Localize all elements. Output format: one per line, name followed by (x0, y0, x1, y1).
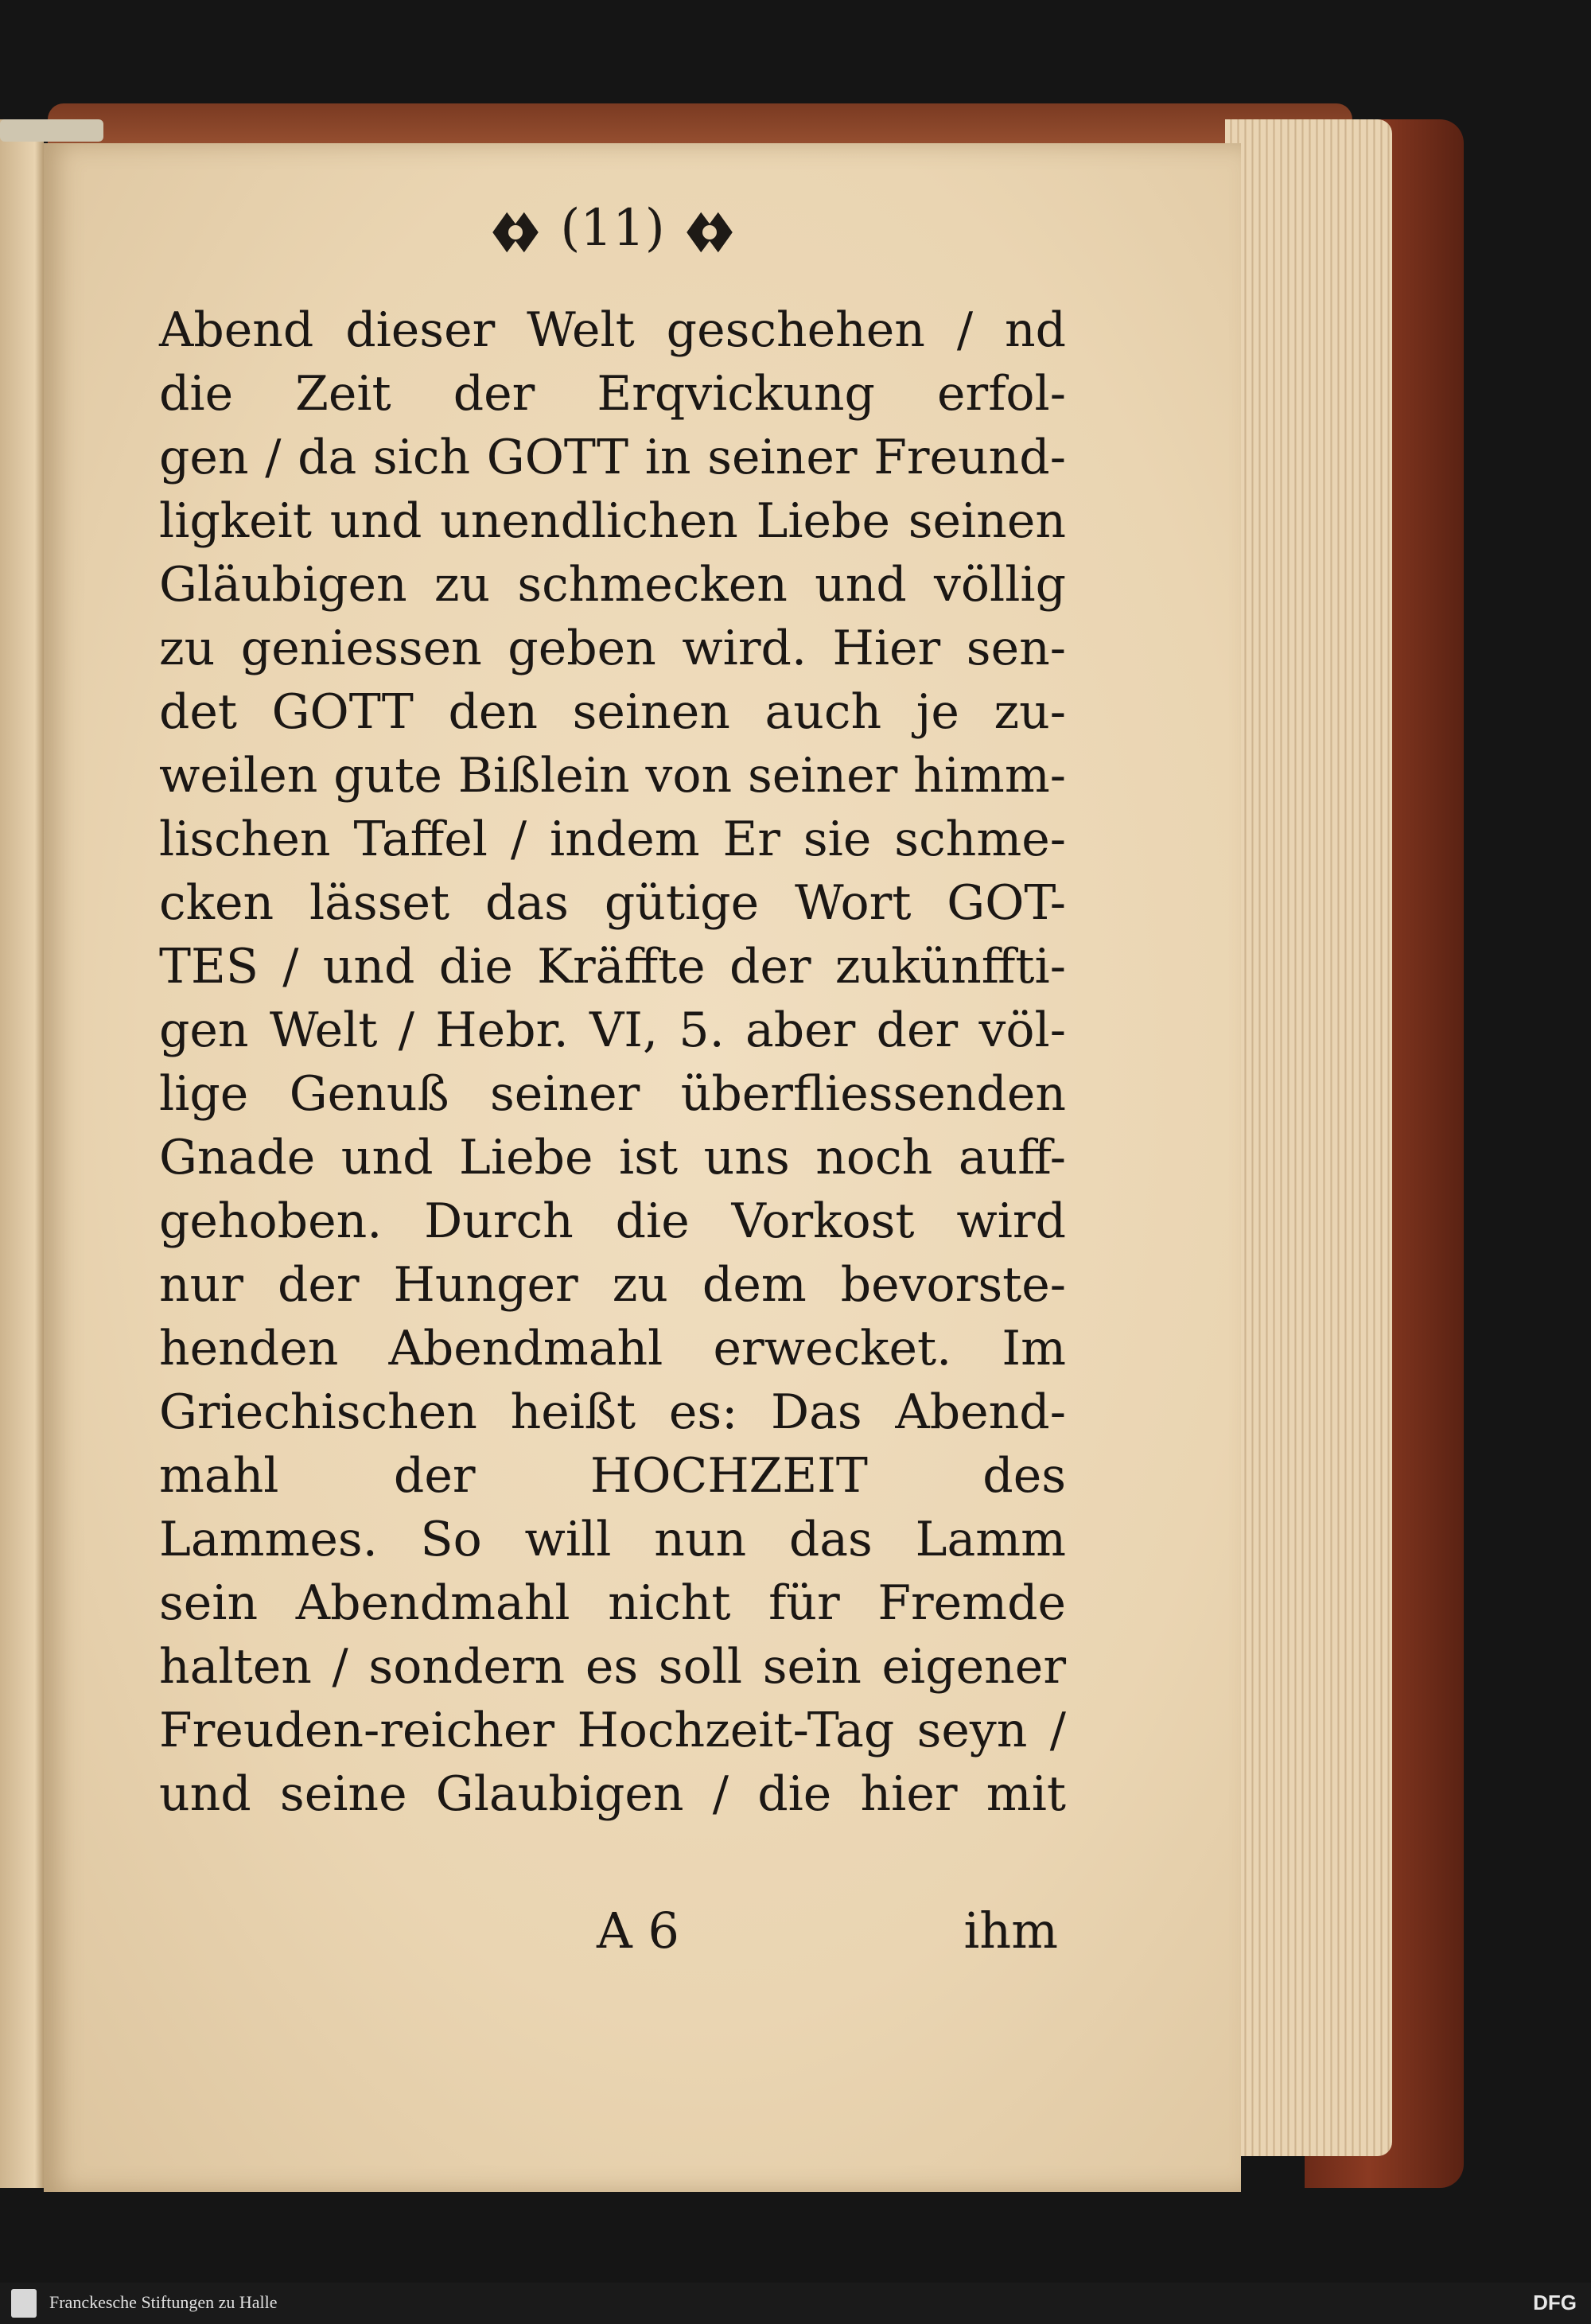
text-line: henden Abendmahl erwecket. Im (159, 1321, 1066, 1376)
text-line: lige Genuß seiner überfliessenden (159, 1066, 1066, 1122)
text-line: gehoben. Durch die Vorkost wird (159, 1193, 1066, 1249)
running-head (445, 199, 780, 286)
ornament-left-icon (487, 204, 544, 261)
text-line: Freuden-reicher Hochzeit-Tag seyn / (159, 1703, 1066, 1758)
text-line: sein Abendmahl nicht für Fremde (159, 1575, 1066, 1631)
page-footer (597, 1902, 1074, 1973)
text-line: die Zeit der Erqvickung erfol- (159, 366, 1066, 422)
text-line: zu geniessen geben wird. Hier sen- (159, 621, 1066, 676)
text-line: Griechischen heißt es: Das Abend- (159, 1384, 1066, 1440)
text-line: lischen Taffel / indem Er sie schme- (159, 812, 1066, 867)
text-line: halten / sondern es soll sein eigener (159, 1639, 1066, 1695)
ornament-right-icon (681, 204, 738, 261)
text-line: Lammes. So will nun das Lamm (159, 1512, 1066, 1567)
text-line: gen / da sich GOTT in seiner Freund- (159, 430, 1066, 485)
credit-bar (0, 2283, 1591, 2324)
dfg-logo: DFG (1533, 2291, 1577, 2314)
institution-logo-icon (11, 2289, 37, 2318)
text-line: Abend dieser Welt geschehen / nd (159, 302, 1066, 358)
page-edges (1225, 119, 1392, 2156)
text-line: gen Welt / Hebr. VI, 5. aber der völ- (159, 1002, 1066, 1058)
left-page-sliver (0, 119, 44, 2188)
text-line: nur der Hunger zu dem bevorste- (159, 1257, 1066, 1313)
text-line: Gnade und Liebe ist uns noch auff- (159, 1130, 1066, 1185)
text-line: cken lässet das gütige Wort GOT- (159, 875, 1066, 931)
institution-name: Franckesche Stiftungen zu Halle (49, 2292, 278, 2312)
body-text (159, 298, 1066, 1826)
signature-mark: A 6 (597, 1902, 679, 1960)
text-line: weilen gute Bißlein von seiner himm- (159, 748, 1066, 804)
page-number: (11) (560, 199, 665, 258)
text-line: TES / und die Kräffte der zukünffti- (159, 939, 1066, 995)
text-line: det GOTT den seinen auch je zu- (159, 684, 1066, 740)
text-line: Gläubigen zu schmecken und völlig (159, 557, 1066, 613)
text-line: und seine Glaubigen / die hier mit (159, 1766, 1066, 1822)
catchword: ihm (963, 1902, 1058, 1960)
bookmark-ribbon (0, 119, 103, 142)
text-line: ligkeit und unendlichen Liebe seinen (159, 493, 1066, 549)
text-line: mahl der HOCHZEIT des (159, 1448, 1066, 1504)
